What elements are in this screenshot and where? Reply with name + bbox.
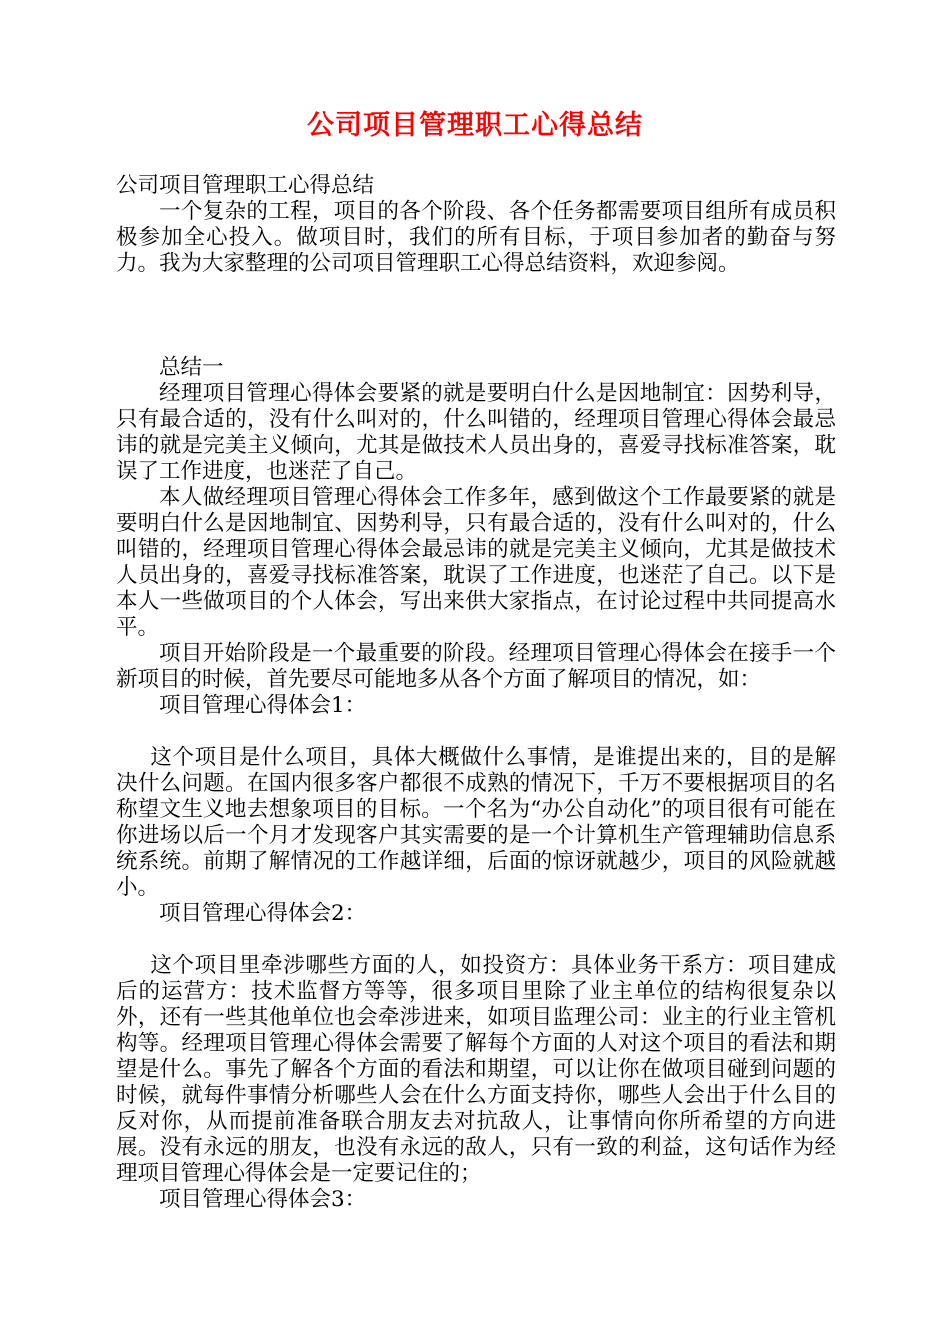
paragraph-2: 本人做经理项目管理心得体会工作多年，感到做这个工作最要紧的就是要明白什么是因地制宜、因势利导，只有最合适的，没有什么叫对的，什么叫错的，经理项目管理心得体会最忌讳的就是完美主义倾向，尤其是做技术人员出身的，喜爱寻找标准答案，耽误了工作进度，也迷茫了自己。以下是本人一些做项目的个人体会，写出来供大家指点，在讨论过程中共同提高水平。 — [116, 485, 836, 640]
document-subtitle: 公司项目管理职工心得总结 — [116, 173, 375, 198]
spacer — [116, 927, 836, 953]
spacer — [116, 719, 836, 745]
paragraph-1: 经理项目管理心得体会要紧的就是要明白什么是因地制宜：因势利导，只有最合适的，没有什么叫对的，什么叫错的，经理项目管理心得体会最忌讳的就是完美主义倾向，尤其是做技术人员出身的，喜爱寻找标准答案，耽误了工作进度，也迷茫了自己。 — [116, 381, 836, 484]
paragraph-5: 这个项目里牵涉哪些方面的人，如投资方：具体业务干系方：项目建成后的运营方：技术监督方等等，很多项目里除了业主单位的结构很复杂以外，还有一些其他单位也会牵涉进来，如项目监理公司：业主的行业主管机构等。经理项目管理心得体会需要了解每个方面的人对这个项目的看法和期望是什么。事先了解各个方面的看法和期望，可以让你在做项目碰到问题的时候，就每件事情分析哪些人会在什么方面支持你，哪些人会出于什么目的反对你，从而提前准备联合朋友去对抗敌人，让事情向你所希望的方向进展。没有永远的朋友，也没有永远的敌人，只有一致的利益，这句话作为经理项目管理心得体会是一定要记住的； — [116, 953, 836, 1186]
section-heading: 总结一 — [159, 355, 224, 380]
subheading-2: 项目管理心得体会2： — [159, 901, 367, 926]
spacer — [116, 277, 836, 355]
paragraph-4: 这个项目是什么项目，具体大概做什么事情，是谁提出来的，目的是解决什么问题。在国内很多客户都很不成熟的情况下，千万不要根据项目的名称望文生义地去想象项目的目标。一个名为“办公自动化”的项目很有可能在你进场以后一个月才发现客户其实需要的是一个计算机生产管理辅助信息系统系统。前期了解情况的工作越详细，后面的惊讶就越少，项目的风险就越小。 — [116, 745, 836, 900]
document-title: 公司项目管理职工心得总结 — [307, 110, 643, 141]
intro-paragraph: 一个复杂的工程，项目的各个阶段、各个任务都需要项目组所有成员积极参加全心投入。做项目时，我们的所有目标，于项目参加者的勤奋与努力。我为大家整理的公司项目管理职工心得总结资料，欢迎参阅。 — [116, 199, 836, 276]
subheading-3: 项目管理心得体会3： — [159, 1187, 367, 1212]
subheading-1: 项目管理心得体会1： — [159, 693, 367, 718]
paragraph-3: 项目开始阶段是一个最重要的阶段。经理项目管理心得体会在接手一个新项目的时候，首先要尽可能地多从各个方面了解项目的情况，如： — [116, 641, 836, 692]
document-body — [116, 173, 836, 1213]
